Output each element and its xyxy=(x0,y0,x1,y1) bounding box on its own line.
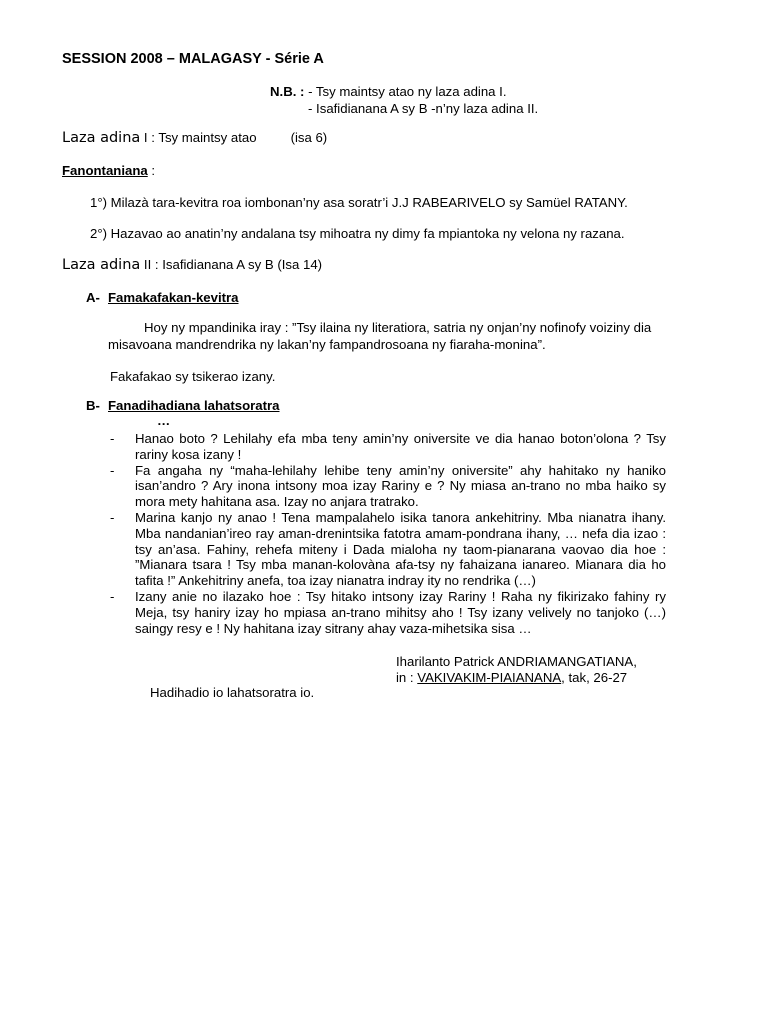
section-b-title: Fanadihadiana lahatsoratra xyxy=(108,398,280,413)
part-1-label: Laza adina xyxy=(62,130,141,146)
list-dash: - xyxy=(110,509,115,525)
list-dash: - xyxy=(110,462,115,478)
section-a-quote-text: Hoy ny mpandinika iray : ”Tsy ilaina ny literatiora, satria ny onjan’ny nofinofy voiziny dia misavoana mandrendrika ny lakan’ny fampandrosoana ny fiaraha-monina”. xyxy=(108,320,652,352)
list-item-text: Marina kanjo ny anao ! Tena mampalahelo isika tanora ankehitriny. Mba nianatra ihany. Mba nandanian’ireo ray aman-drenintsika fatotra amam-pondrana ihany, … nefa dia izao : tsy an’asa. Fahiny, rehefa miteny i Dada mialoha ny taom-pianarana vaovao dia hoe : ”Mianara tsara ! Tsy mba manan-kolovàna afa-tsy ny fahaizana ianareo. Mianara dia ho tafita !” Ankehitriny anefa, toa izay nianatra indray ity no rendrika (…) xyxy=(135,509,666,589)
nota-bene xyxy=(270,83,538,117)
list-item xyxy=(110,589,666,636)
part-2-heading xyxy=(62,257,322,274)
list-item xyxy=(110,431,666,463)
page-title: SESSION 2008 – MALAGASY - Série A xyxy=(62,51,324,67)
nota-bene-line-1 xyxy=(270,83,538,100)
part-1-points: (isa 6) xyxy=(290,130,328,145)
nota-bene-label: N.B. : xyxy=(270,84,305,99)
source-suffix: , tak, 26-27 xyxy=(561,669,628,685)
list-dash: - xyxy=(110,431,115,446)
question-2: 2°) Hazavao ao anatin’ny andalana tsy mihoatra ny dimy fa mpiantoka ny velona ny razana. xyxy=(90,226,625,241)
questions-colon: : xyxy=(147,163,156,178)
section-b-heading xyxy=(86,398,280,414)
list-item-text: Fa angaha ny “maha-lehilahy lehibe teny amin’ny oniversite” ahy hahitako ny haniko isan’andro ? Ary inona intsony moa izay Rariny e ? Ny miasa an-trano no mba haiko sy mora mety hahitana asa. Izay no anjara tratrako. xyxy=(135,462,666,510)
section-b-ellipsis: … xyxy=(157,413,171,428)
author-source xyxy=(396,670,637,686)
section-a-quote xyxy=(108,320,664,353)
section-a-instruction: Fakafakao sy tsikerao izany. xyxy=(110,369,276,384)
nota-bene-text-1: - Tsy maintsy atao ny laza adina I. xyxy=(304,84,507,99)
closing-instruction: Hadihadio io lahatsoratra io. xyxy=(150,685,315,700)
part-2-label: Laza adina xyxy=(62,257,141,273)
section-b-letter: B- xyxy=(86,398,100,413)
excerpt-list xyxy=(110,431,666,636)
part-1-heading xyxy=(62,130,327,147)
list-item-text: Hanao boto ? Lehilahy efa mba teny amin’ny oniversite ve dia hanao boton’olona ? Tsy rariny kosa izany ! xyxy=(135,431,666,462)
question-1: 1°) Milazà tara-kevitra roa iombonan’ny asa soratr’i J.J RABEARIVELO sy Samüel RATANY. xyxy=(90,195,628,210)
questions-heading xyxy=(62,163,155,179)
list-item xyxy=(110,463,666,510)
part-2-description: II : Isafidianana A sy B (Isa 14) xyxy=(140,257,323,272)
section-a-title: Famakafakan-kevitra xyxy=(108,290,239,305)
list-dash: - xyxy=(110,588,115,604)
questions-label: Fanontaniana xyxy=(62,163,148,178)
list-item xyxy=(110,510,666,589)
list-item-text: Izany anie no ilazako hoe : Tsy hitako intsony izay Rariny ! Raha ny fikirizako fahiny ry Meja, tsy haniry izay ho mpiasa an-trano mihitsy aho ! Tsy izany velively no tanjoko (…) saingy resy e ! Ny hahitana izay sitrany ahay vaza-mihetsika sisa … xyxy=(135,588,666,636)
part-1-description: I : Tsy maintsy atao xyxy=(140,130,257,145)
author-name: Iharilanto Patrick ANDRIAMANGATIANA, xyxy=(396,654,637,669)
author-signature xyxy=(396,654,637,686)
source-prefix: in : xyxy=(396,669,418,685)
section-a-heading xyxy=(86,290,238,306)
source-title: VAKIVAKIM-PIAIANANA xyxy=(417,669,562,685)
nota-bene-line-2: - Isafidianana A sy B -n’ny laza adina II. xyxy=(308,101,539,116)
section-a-letter: A- xyxy=(86,290,100,305)
